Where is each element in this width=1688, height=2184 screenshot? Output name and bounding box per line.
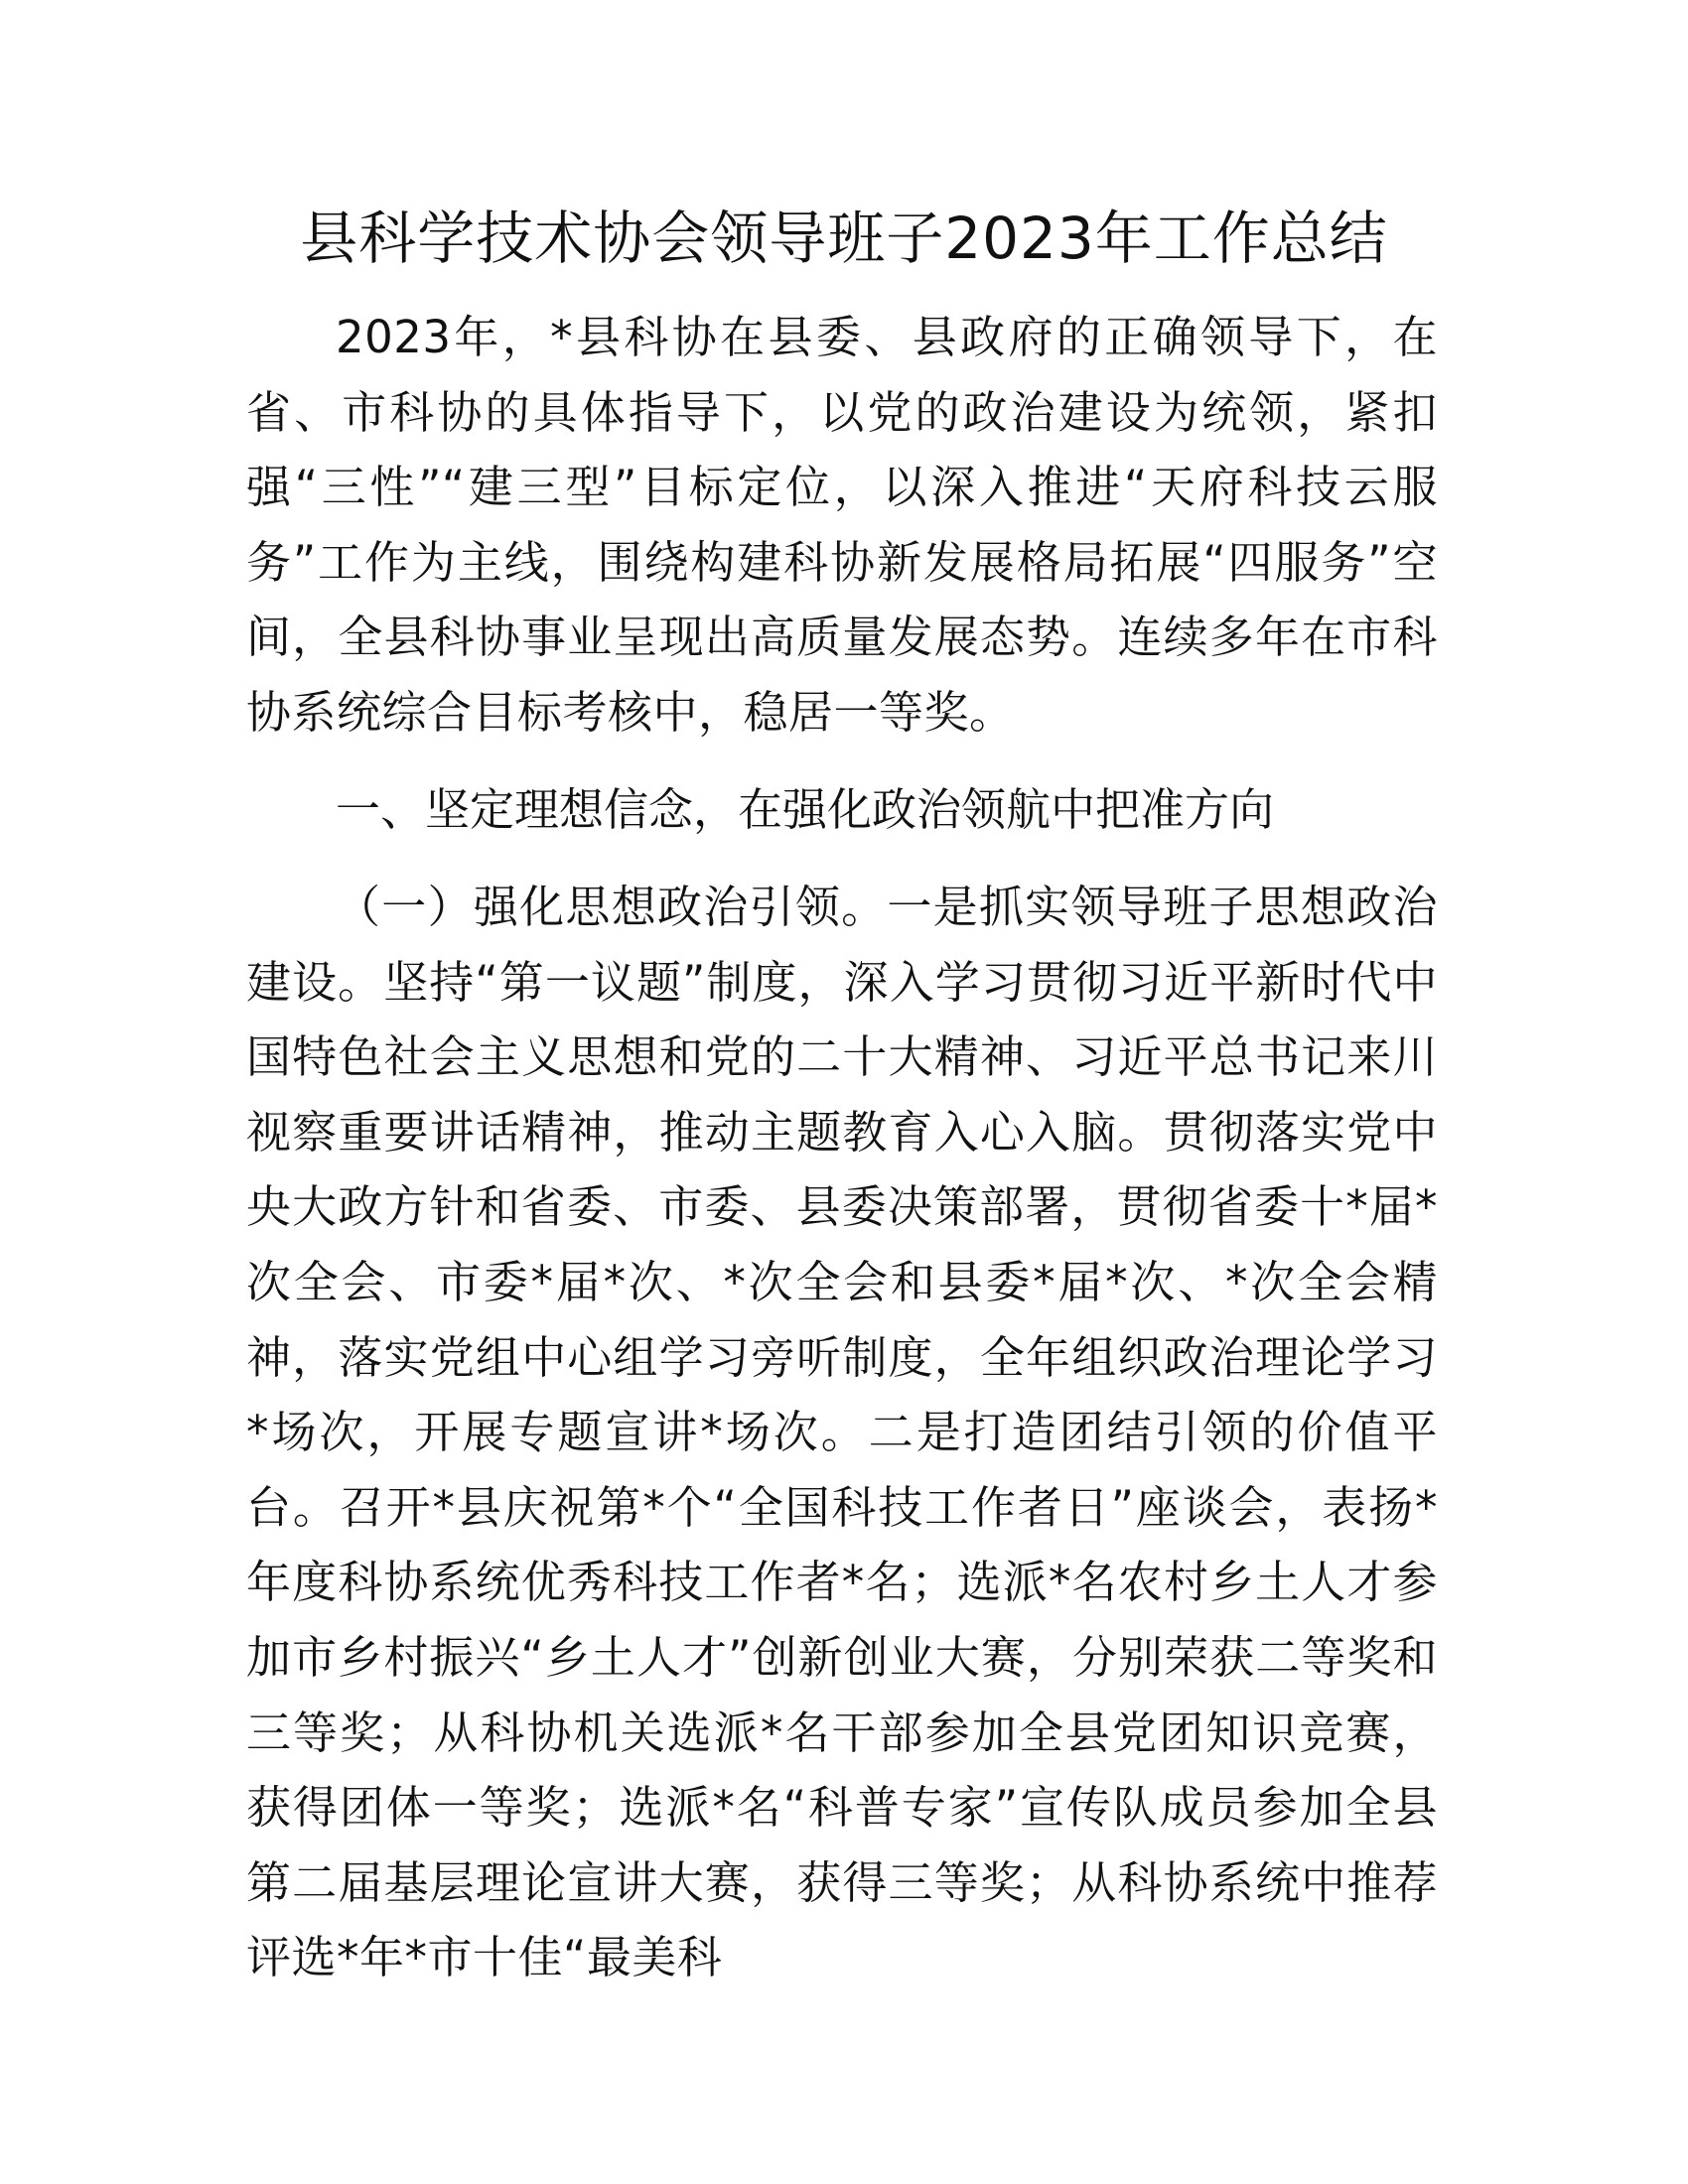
section-heading-1: 一、坚定理想信念，在强化政治领航中把准方向 [336, 783, 1275, 836]
document-title: 县科学技术协会领导班子2023年工作总结 [300, 205, 1388, 272]
intro-paragraph: 2023年，*县科协在县委、县政府的正确领导下，在省、市科协的具体指导下，以党的政治建设为统领，紧扣强“三性”“建三型”目标定位，以深入推进“天府科技云服务”工作为主线，围绕构建科协新发展格局拓展“四服务”空间，全县科协事业呈现出高质量发展态势。连续多年在市科协系统综合目标考核中，稳居一等奖。 [246, 311, 1438, 739]
section-1-paragraph: （一）强化思想政治引领。一是抓实领导班子思想政治建设。坚持“第一议题”制度，深入学习贯彻习近平新时代中国特色社会主义思想和党的二十大精神、习近平总书记来川视察重要讲话精神，推动主题教育入心入脑。贯彻落实党中央大政方针和省委、市委、县委决策部署，贯彻省委十*届*次全会、市委*届*次、*次全会和县委*届*次、*次全会精神，落实党组中心组学习旁听制度，全年组织政治理论学习*场次，开展专题宣讲*场次。二是打造团结引领的价值平台。召开*县庆祝第*个“全国科技工作者日”座谈会，表扬*年度科协系统优秀科技工作者*名；选派*名农村乡土人才参加市乡村振兴“乡土人才”创新创业大赛，分别荣获二等奖和三等奖；从科协机关选派*名干部参加全县党团知识竞赛，获得团体一等奖；选派*名“科普专家”宣传队成员参加全县第二届基层理论宣讲大赛，获得三等奖；从科协系统中推荐评选*年*市十佳“最美科 [246, 881, 1438, 1984]
